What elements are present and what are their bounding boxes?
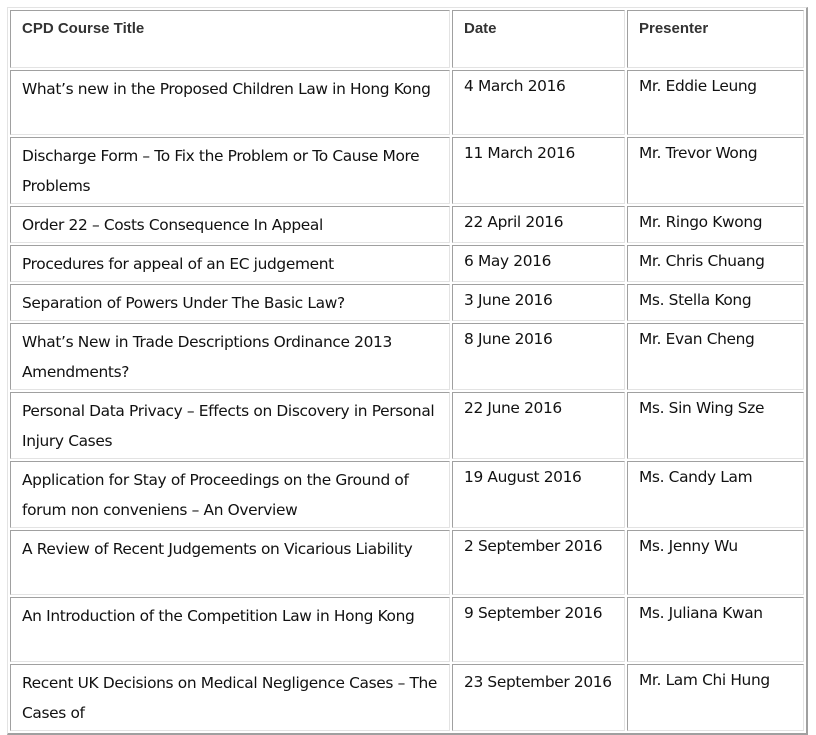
presenter-cell: Mr. Lam Chi Hung — [627, 664, 804, 731]
presenter-cell: Mr. Chris Chuang — [627, 245, 804, 282]
course-title-cell: Discharge Form – To Fix the Problem or To Cause More Problems — [10, 137, 450, 204]
course-title-cell: A Review of Recent Judgements on Vicarious Liability — [10, 530, 450, 595]
header-date: Date — [452, 10, 625, 68]
cpd-course-table — [7, 7, 808, 735]
presenter-cell: Mr. Eddie Leung — [627, 70, 804, 135]
table-header-row — [10, 10, 804, 68]
presenter-cell: Mr. Ringo Kwong — [627, 206, 804, 243]
cpd-course-table-container — [7, 7, 808, 735]
header-presenter: Presenter — [627, 10, 804, 68]
date-cell: 9 September 2016 — [452, 597, 625, 662]
table-row — [10, 245, 804, 282]
presenter-cell: Mr. Trevor Wong — [627, 137, 804, 204]
table-row — [10, 284, 804, 321]
table-row — [10, 461, 804, 528]
table-row — [10, 70, 804, 135]
table-row — [10, 664, 804, 731]
table-row — [10, 323, 804, 390]
course-title-cell: What’s new in the Proposed Children Law in Hong Kong — [10, 70, 450, 135]
date-cell: 22 June 2016 — [452, 392, 625, 459]
table-row — [10, 137, 804, 204]
table-row — [10, 392, 804, 459]
date-cell: 8 June 2016 — [452, 323, 625, 390]
presenter-cell: Ms. Sin Wing Sze — [627, 392, 804, 459]
course-title-cell: Order 22 – Costs Consequence In Appeal — [10, 206, 450, 243]
date-cell — [452, 664, 625, 731]
presenter-cell: Ms. Candy Lam — [627, 461, 804, 528]
header-course-title: CPD Course Title — [10, 10, 450, 68]
course-title-cell: Separation of Powers Under The Basic Law? — [10, 284, 450, 321]
date-cell: 6 May 2016 — [452, 245, 625, 282]
date-cell: 2 September 2016 — [452, 530, 625, 595]
table-row — [10, 206, 804, 243]
date-cell: 22 April 2016 — [452, 206, 625, 243]
date-text: 23 September 2016 — [464, 673, 612, 691]
presenter-cell: Mr. Evan Cheng — [627, 323, 804, 390]
date-cell: 3 June 2016 — [452, 284, 625, 321]
course-title-cell: What’s New in Trade Descriptions Ordinance 2013 Amendments? — [10, 323, 450, 390]
table-row — [10, 597, 804, 662]
date-cell: 19 August 2016 — [452, 461, 625, 528]
presenter-cell: Ms. Juliana Kwan — [627, 597, 804, 662]
course-title-cell: Procedures for appeal of an EC judgement — [10, 245, 450, 282]
course-title-cell: Recent UK Decisions on Medical Negligence Cases – The Cases of — [10, 664, 450, 731]
presenter-cell: Ms. Jenny Wu — [627, 530, 804, 595]
date-cell: 4 March 2016 — [452, 70, 625, 135]
course-title-cell: An Introduction of the Competition Law in Hong Kong — [10, 597, 450, 662]
course-title-cell: Application for Stay of Proceedings on the Ground of forum non conveniens – An Overview — [10, 461, 450, 528]
presenter-cell: Ms. Stella Kong — [627, 284, 804, 321]
table-row — [10, 530, 804, 595]
date-cell: 11 March 2016 — [452, 137, 625, 204]
course-title-cell: Personal Data Privacy – Effects on Discovery in Personal Injury Cases — [10, 392, 450, 459]
